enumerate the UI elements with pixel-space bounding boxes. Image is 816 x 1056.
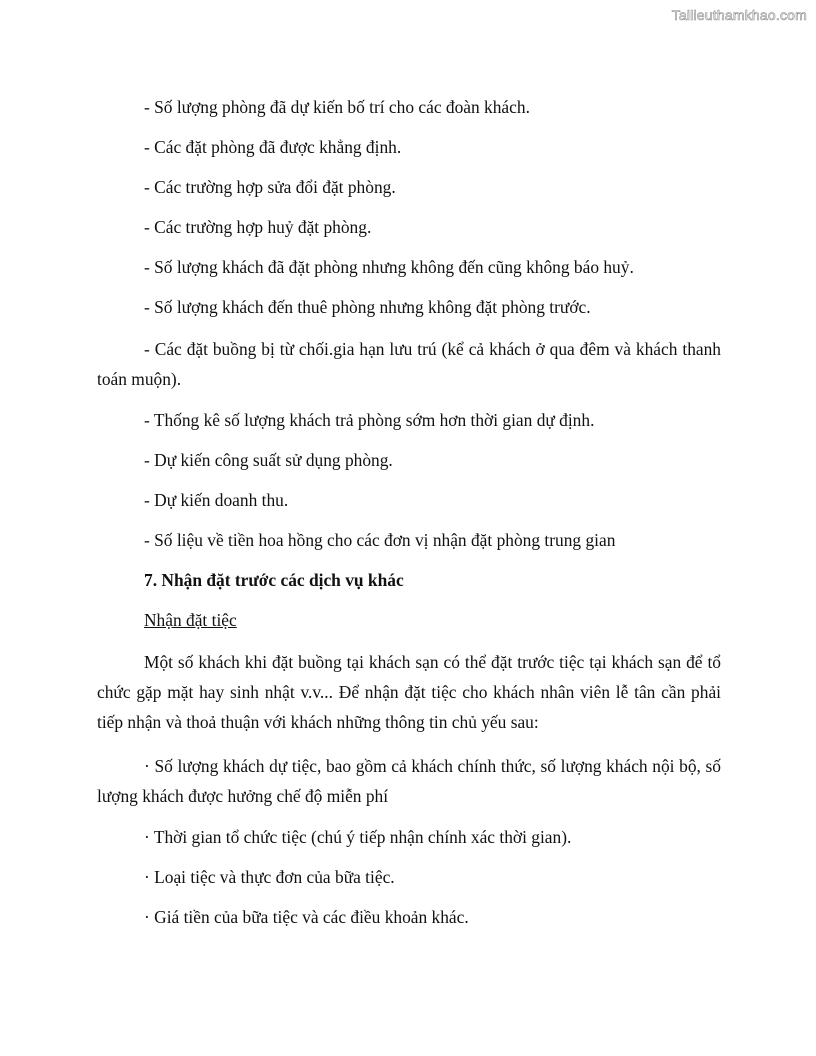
section-heading: 7. Nhận đặt trước các dịch vụ khác [144,570,404,590]
subheading: Nhận đặt tiệc [144,610,237,630]
list-item: - Các trường hợp sửa đổi đặt phòng. [144,177,396,197]
intro-paragraph: Một số khách khi đặt buồng tại khách sạn có thể đặt trước tiệc tại khách sạn để tổ chức gặp mặt hay sinh nhật v.v... Để nhận đặt tiệc cho khách nhân viên lễ tân cần phải tiếp nhận và thoả thuận với khách những thông tin chủ yếu sau: [97,652,721,732]
bullet-item: · Loại tiệc và thực đơn của bữa tiệc. [144,867,395,887]
list-item: - Thống kê số lượng khách trả phòng sớm hơn thời gian dự định. [144,410,595,430]
list-item: - Số lượng khách đã đặt phòng nhưng không đến cũng không báo huỷ. [144,257,634,277]
document-body [97,94,721,930]
list-item: - Dự kiến công suất sử dụng phòng. [144,450,393,470]
list-item: - Số lượng khách đến thuê phòng nhưng không đặt phòng trước. [144,297,591,317]
bullet-item: · Thời gian tổ chức tiệc (chú ý tiếp nhận chính xác thời gian). [144,827,572,847]
list-item: - Các trường hợp huỷ đặt phòng. [144,217,372,237]
list-item-wrapped: - Các đặt buồng bị từ chối.gia hạn lưu trú (kể cả khách ở qua đêm và khách thanh toán muộn). [97,339,721,389]
list-item: - Dự kiến doanh thu. [144,490,289,510]
bullet-item: · Giá tiền của bữa tiệc và các điều khoản khác. [144,907,469,927]
list-item: - Số liệu về tiền hoa hồng cho các đơn vị nhận đặt phòng trung gian [144,530,616,550]
watermark-text: Tailieuthamkhao.com [671,7,807,23]
list-item: - Các đặt phòng đã được khẳng định. [144,137,402,157]
list-item: - Số lượng phòng đã dự kiến bố trí cho các đoàn khách. [144,97,530,117]
bullet-item-wrapped: · Số lượng khách dự tiệc, bao gồm cả khách chính thức, số lượng khách nội bộ, số lượng khách được hưởng chế độ miễn phí [97,756,721,806]
